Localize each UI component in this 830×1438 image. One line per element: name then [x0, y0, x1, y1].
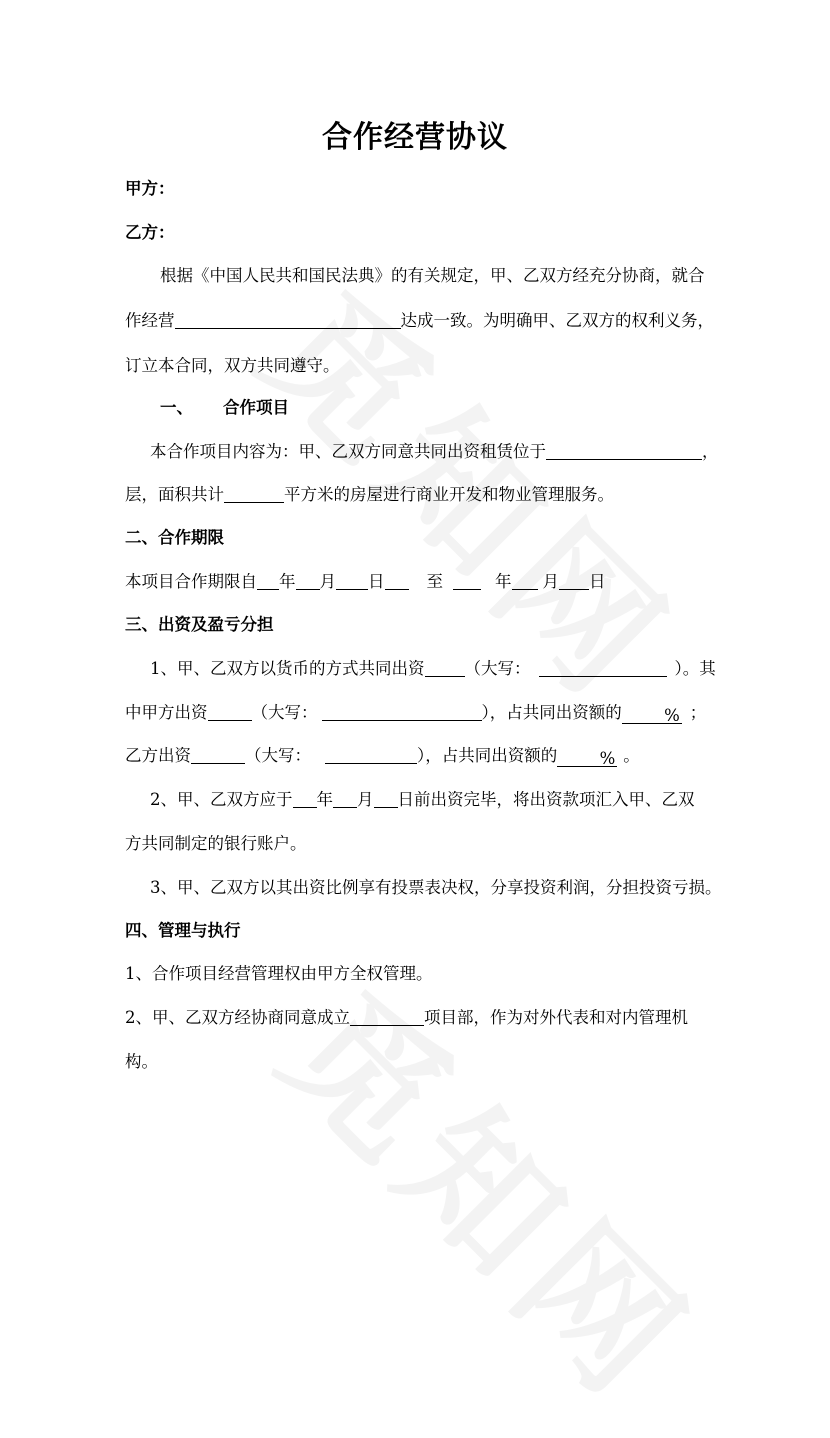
blank-party-b-capital-words — [325, 745, 417, 764]
blank-end-day — [559, 571, 589, 590]
blank-party-b-ratio — [557, 748, 617, 767]
section-3-p1-line-1 — [150, 658, 716, 680]
section-text: （大写： — [251, 703, 318, 722]
intro-line-3: 订立本合同，双方共同遵守。 — [125, 356, 340, 375]
blank-start-month — [296, 571, 320, 590]
blank-deadline-year — [293, 789, 317, 808]
term-text: 本项目合作期限自 — [125, 572, 257, 591]
section-3-p1-line-3 — [125, 745, 640, 767]
section-4-p2-line-2: 构。 — [125, 1052, 158, 1071]
section-3-p2-line-2: 方共同制定的银行账户。 — [125, 834, 307, 853]
section-4-heading: 四、管理与执行 — [125, 921, 241, 940]
section-text: （大写： — [464, 659, 531, 678]
month-label: 月 — [357, 790, 374, 809]
section-text: 项目部，作为对外代表和对内管理机 — [424, 1008, 688, 1027]
to-label: 至 — [426, 572, 443, 591]
section-text: 本合作项目内容为：甲、乙双方同意共同出资租赁位于 — [150, 442, 546, 461]
year-label: 年 — [279, 572, 296, 591]
section-number: 一、 — [160, 398, 193, 417]
blank-total-capital-words — [539, 658, 667, 677]
party-b-label: 乙方： — [125, 223, 175, 242]
section-text: 1、甲、乙双方以货币的方式共同出资 — [150, 659, 425, 678]
document-title: 合作经营协议 — [322, 120, 508, 155]
section-4-p1: 1、合作项目经营管理权由甲方全权管理。 — [125, 964, 433, 983]
section-text: ），占共同出资额的 — [481, 703, 622, 722]
day-label: 日 — [589, 572, 606, 591]
section-1-line-1 — [150, 441, 719, 463]
percent-sign: % — [664, 706, 680, 725]
day-label: 日 — [368, 572, 385, 591]
intro-line-1 — [160, 265, 705, 287]
section-text: ； — [689, 703, 707, 722]
section-text: 层，面积共计 — [125, 485, 224, 504]
section-text: ， — [702, 442, 719, 461]
section-text: 。 — [623, 746, 640, 765]
section-text: 乙方出资 — [125, 746, 191, 765]
section-text: ）。其 — [674, 659, 716, 678]
section-2-heading: 二、合作期限 — [125, 528, 224, 547]
section-text: 平方米的房屋进行商业开发和物业管理服务。 — [284, 485, 614, 504]
section-text: 2、甲、乙双方应于 — [150, 790, 293, 809]
section-text: 中甲方出资 — [125, 703, 208, 722]
section-2-term — [125, 571, 606, 593]
section-text: 2、甲、乙双方经协商同意成立 — [125, 1008, 350, 1027]
blank-end-year — [453, 571, 481, 590]
section-3-p1-line-2 — [125, 702, 706, 724]
blank-party-a-capital — [208, 702, 252, 721]
section-4-p2-line-1 — [125, 1007, 688, 1029]
section-text: （大写： — [245, 746, 311, 765]
blank-total-capital — [425, 658, 465, 677]
section-title: 合作项目 — [223, 398, 289, 417]
month-label: 月 — [542, 572, 559, 591]
blank-start-year — [257, 571, 279, 590]
section-text: ），占共同出资额的 — [417, 746, 558, 765]
blank-start-day — [336, 571, 368, 590]
percent-sign: % — [599, 749, 616, 768]
blank-party-a-capital-words — [322, 702, 482, 721]
intro-line-2 — [125, 310, 714, 332]
blank-start-day-ext — [385, 571, 409, 590]
month-label: 月 — [319, 572, 336, 591]
section-text: 日前出资完毕，将出资款项汇入甲、乙双 — [397, 790, 695, 809]
intro-text: 根据《中国人民共和国民法典》的有关规定，甲、乙双方经充分协商，就合 — [160, 266, 705, 285]
blank-party-b-capital — [191, 745, 245, 764]
blank-location — [546, 441, 702, 460]
intro-text: 达成一致。为明确甲、乙双方的权利义务， — [400, 311, 714, 330]
blank-deadline-month — [333, 789, 357, 808]
blank-project-dept — [350, 1007, 424, 1026]
blank-end-month — [512, 571, 538, 590]
blank-area — [224, 484, 284, 503]
intro-text: 作经营 — [125, 311, 175, 330]
section-1-line-2 — [125, 484, 614, 506]
section-3-heading: 三、出资及盈亏分担 — [125, 615, 274, 634]
section-1-heading — [160, 397, 289, 419]
section-3-p2-line-1 — [150, 789, 695, 811]
blank-deadline-day — [374, 789, 398, 808]
year-label: 年 — [495, 572, 512, 591]
blank-project-name — [175, 310, 401, 329]
party-a-label: 甲方： — [125, 179, 175, 198]
year-label: 年 — [316, 790, 333, 809]
section-3-p3: 3、甲、乙双方以其出资比例享有投票表决权，分享投资利润，分担投资亏损。 — [150, 878, 722, 897]
blank-party-a-ratio — [622, 705, 682, 724]
